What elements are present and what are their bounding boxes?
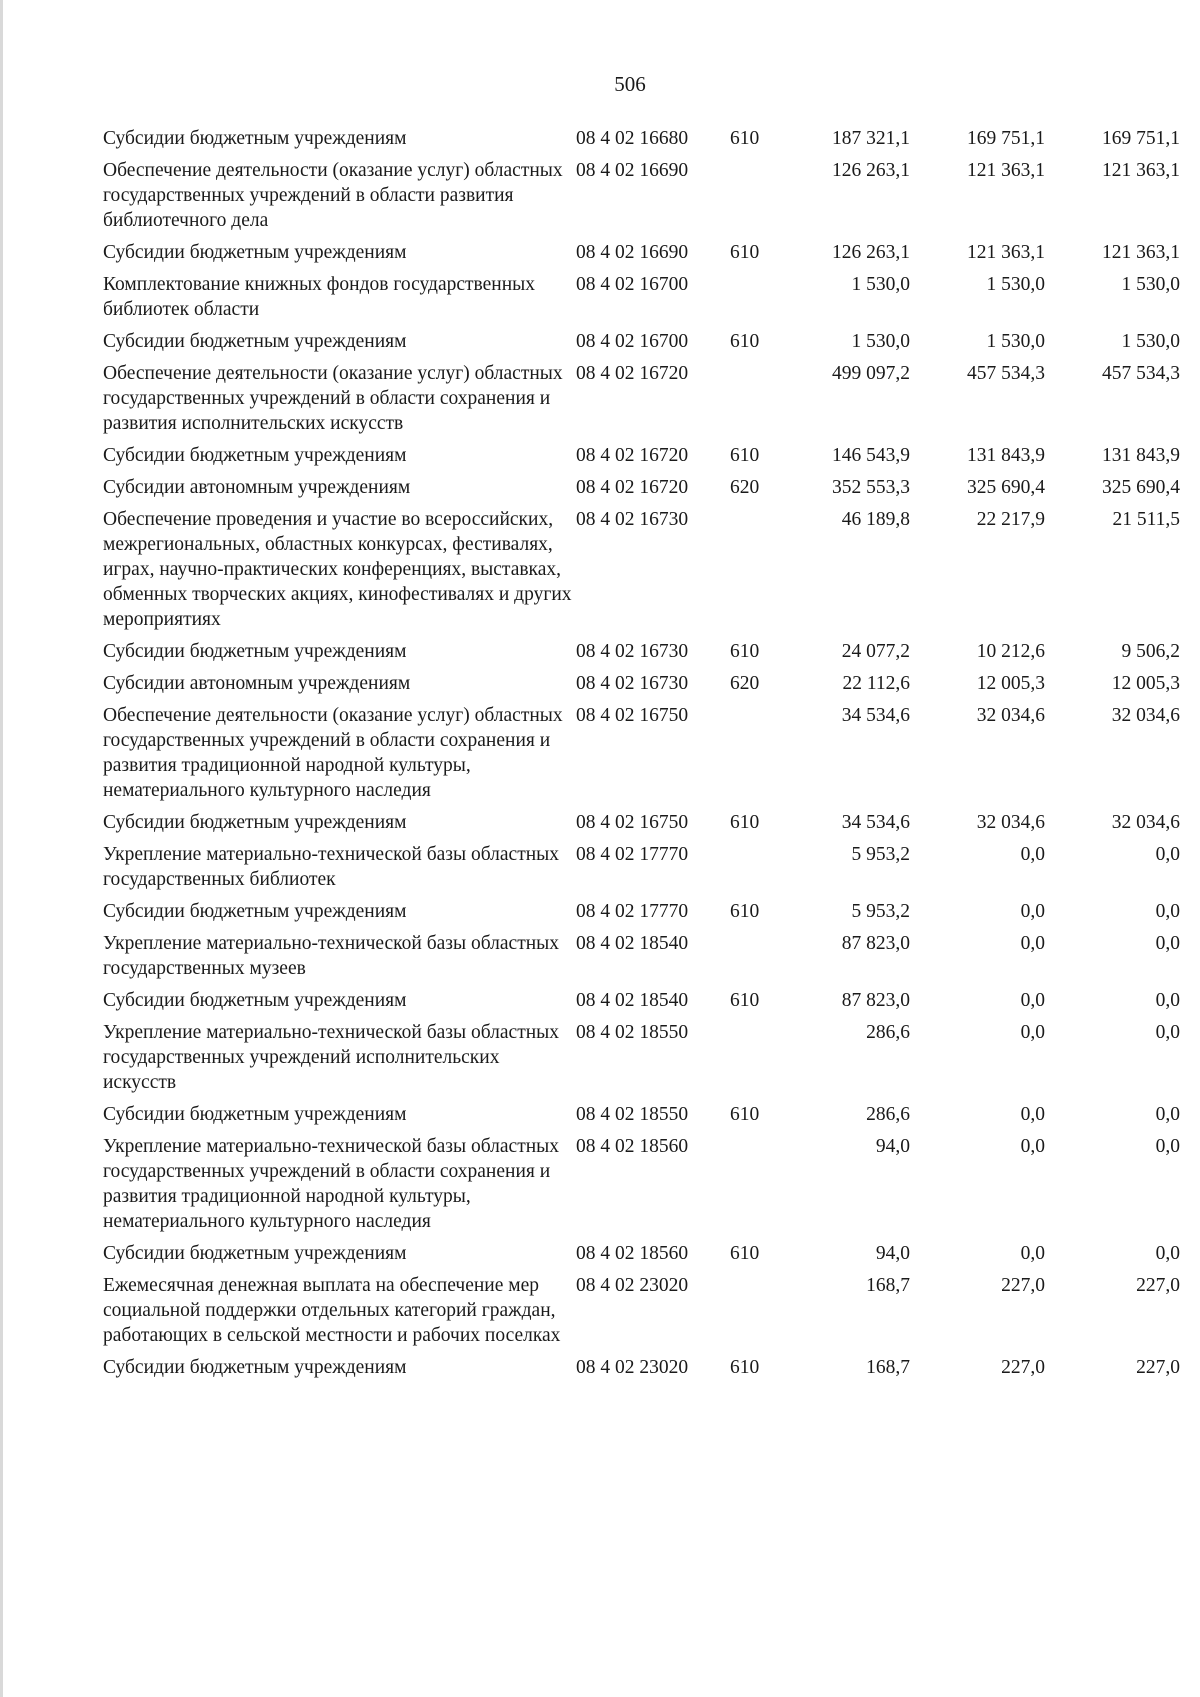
amount-year-3: 12 005,3 [1111, 673, 1180, 694]
expense-type-code: 610 [730, 1243, 760, 1264]
table-row [103, 1273, 1180, 1355]
amount-year-3: 32 034,6 [1111, 705, 1180, 726]
expense-type-code: 610 [730, 901, 760, 922]
expense-type-code [730, 1134, 780, 1241]
amount-year-2: 32 034,6 [976, 705, 1045, 726]
table-row [103, 899, 1180, 931]
amount-year-1: 286,6 [866, 1022, 910, 1043]
expense-type-code: 610 [730, 1357, 760, 1378]
table-row [103, 240, 1180, 272]
table-row [103, 126, 1180, 158]
amount-year-3: 0,0 [1155, 933, 1180, 954]
target-article-code: 08 4 02 18550 [576, 1022, 689, 1043]
table-row [103, 443, 1180, 475]
target-article-code: 08 4 02 16680 [576, 128, 689, 149]
amount-year-3: 325 690,4 [1102, 477, 1180, 498]
expense-type-code: 610 [730, 242, 760, 263]
target-article-code: 08 4 02 16720 [576, 363, 689, 384]
scan-edge [0, 0, 3, 1697]
target-article-code: 08 4 02 16720 [576, 445, 689, 466]
expense-type-code: 610 [730, 1104, 760, 1125]
amount-year-1: 5 953,2 [851, 901, 910, 922]
expense-type-code [730, 361, 780, 443]
amount-year-2: 121 363,1 [967, 160, 1045, 181]
amount-year-1: 168,7 [866, 1275, 910, 1296]
row-name: Субсидии бюджетным учреждениям [103, 445, 407, 466]
amount-year-3: 0,0 [1155, 1104, 1180, 1125]
amount-year-1: 5 953,2 [851, 844, 910, 865]
target-article-code: 08 4 02 16690 [576, 242, 689, 263]
expense-type-code: 610 [730, 331, 760, 352]
table-row [103, 671, 1180, 703]
amount-year-3: 0,0 [1155, 844, 1180, 865]
target-article-code: 08 4 02 18540 [576, 990, 689, 1011]
table-row [103, 158, 1180, 240]
amount-year-3: 227,0 [1136, 1357, 1180, 1378]
amount-year-2: 0,0 [1020, 1104, 1045, 1125]
amount-year-1: 22 112,6 [842, 673, 910, 694]
table-row [103, 639, 1180, 671]
row-name: Обеспечение деятельности (оказание услуг) областных государственных учреждений в области сохранения и развития исполнительских искусств [103, 363, 563, 434]
table-row [103, 507, 1180, 639]
target-article-code: 08 4 02 18560 [576, 1136, 689, 1157]
row-name: Субсидии бюджетным учреждениям [103, 641, 407, 662]
table-row [103, 1020, 1180, 1102]
amount-year-2: 457 534,3 [967, 363, 1045, 384]
row-name: Субсидии бюджетным учреждениям [103, 990, 407, 1011]
table-row [103, 1134, 1180, 1241]
expense-type-code [730, 507, 780, 639]
amount-year-3: 0,0 [1155, 990, 1180, 1011]
amount-year-3: 227,0 [1136, 1275, 1180, 1296]
target-article-code: 08 4 02 23020 [576, 1357, 689, 1378]
amount-year-3: 0,0 [1155, 1022, 1180, 1043]
table-row [103, 329, 1180, 361]
table-row [103, 1241, 1180, 1273]
row-name: Субсидии бюджетным учреждениям [103, 242, 407, 263]
amount-year-3: 131 843,9 [1102, 445, 1180, 466]
amount-year-1: 94,0 [875, 1136, 910, 1157]
amount-year-1: 1 530,0 [851, 274, 910, 295]
target-article-code: 08 4 02 18560 [576, 1243, 689, 1264]
table-row [103, 361, 1180, 443]
expense-type-code [730, 272, 780, 329]
target-article-code: 08 4 02 16690 [576, 160, 689, 181]
amount-year-3: 0,0 [1155, 1136, 1180, 1157]
target-article-code: 08 4 02 18540 [576, 933, 689, 954]
row-name: Ежемесячная денежная выплата на обеспечение мер социальной поддержки отдельных категорий граждан, работающих в сельской местности и рабочих поселках [103, 1275, 561, 1346]
amount-year-3: 9 506,2 [1121, 641, 1180, 662]
amount-year-2: 325 690,4 [967, 477, 1045, 498]
table-row [103, 1355, 1180, 1387]
amount-year-2: 227,0 [1001, 1275, 1045, 1296]
amount-year-2: 0,0 [1020, 1136, 1045, 1157]
table-row [103, 272, 1180, 329]
row-name: Обеспечение деятельности (оказание услуг) областных государственных учреждений в области сохранения и развития традиционной народной культуры, нематериального культурного наследия [103, 705, 563, 801]
row-name: Комплектование книжных фондов государственных библиотек области [103, 274, 536, 320]
table-row [103, 810, 1180, 842]
row-name: Обеспечение деятельности (оказание услуг) областных государственных учреждений в области развития библиотечного дела [103, 160, 563, 231]
expense-type-code: 610 [730, 812, 760, 833]
row-name: Субсидии автономным учреждениям [103, 673, 411, 694]
expense-type-code: 610 [730, 641, 760, 662]
amount-year-2: 22 217,9 [976, 509, 1045, 530]
amount-year-1: 499 097,2 [832, 363, 910, 384]
target-article-code: 08 4 02 16720 [576, 477, 689, 498]
target-article-code: 08 4 02 18550 [576, 1104, 689, 1125]
amount-year-2: 0,0 [1020, 901, 1045, 922]
amount-year-2: 0,0 [1020, 844, 1045, 865]
expense-type-code: 620 [730, 477, 760, 498]
amount-year-1: 126 263,1 [832, 242, 910, 263]
row-name: Субсидии автономным учреждениям [103, 477, 411, 498]
row-name: Субсидии бюджетным учреждениям [103, 1104, 407, 1125]
amount-year-1: 286,6 [866, 1104, 910, 1125]
row-name: Субсидии бюджетным учреждениям [103, 901, 407, 922]
amount-year-1: 146 543,9 [832, 445, 910, 466]
target-article-code: 08 4 02 17770 [576, 901, 689, 922]
row-name: Укрепление материально-технической базы областных государственных учреждений в области сохранения и развития традиционной народной культуры, нематериального культурного наследия [103, 1136, 560, 1232]
row-name: Обеспечение проведения и участие во всероссийских, межрегиональных, областных конкурсах, фестивалях, играх, научно-практических конференциях, выставках, обменных творческих акциях, кинофестивалях и других мероприятиях [103, 509, 572, 630]
row-name: Субсидии бюджетным учреждениям [103, 331, 407, 352]
amount-year-1: 34 534,6 [841, 705, 910, 726]
amount-year-2: 169 751,1 [967, 128, 1045, 149]
row-name: Укрепление материально-технической базы областных государственных учреждений исполнительских искусств [103, 1022, 560, 1093]
target-article-code: 08 4 02 16750 [576, 705, 689, 726]
target-article-code: 08 4 02 16730 [576, 509, 689, 530]
target-article-code: 08 4 02 17770 [576, 844, 689, 865]
row-name: Укрепление материально-технической базы областных государственных музеев [103, 933, 560, 979]
row-name: Субсидии бюджетным учреждениям [103, 1357, 407, 1378]
target-article-code: 08 4 02 16750 [576, 812, 689, 833]
amount-year-3: 121 363,1 [1102, 242, 1180, 263]
expense-type-code [730, 931, 780, 988]
budget-table [103, 126, 1180, 1387]
table-row [103, 1102, 1180, 1134]
amount-year-2: 1 530,0 [986, 274, 1045, 295]
amount-year-3: 121 363,1 [1102, 160, 1180, 181]
amount-year-2: 227,0 [1001, 1357, 1045, 1378]
table-row [103, 931, 1180, 988]
amount-year-1: 87 823,0 [841, 933, 910, 954]
expense-type-code [730, 1020, 780, 1102]
amount-year-2: 32 034,6 [976, 812, 1045, 833]
row-name: Субсидии бюджетным учреждениям [103, 812, 407, 833]
amount-year-3: 32 034,6 [1111, 812, 1180, 833]
target-article-code: 08 4 02 16730 [576, 673, 689, 694]
amount-year-2: 131 843,9 [967, 445, 1045, 466]
table-row [103, 703, 1180, 810]
table-row [103, 842, 1180, 899]
amount-year-2: 1 530,0 [986, 331, 1045, 352]
amount-year-1: 168,7 [866, 1357, 910, 1378]
amount-year-1: 1 530,0 [851, 331, 910, 352]
amount-year-1: 87 823,0 [841, 990, 910, 1011]
target-article-code: 08 4 02 16730 [576, 641, 689, 662]
expense-type-code [730, 842, 780, 899]
amount-year-3: 21 511,5 [1112, 509, 1180, 530]
amount-year-2: 0,0 [1020, 1022, 1045, 1043]
amount-year-2: 10 212,6 [976, 641, 1045, 662]
expense-type-code: 620 [730, 673, 760, 694]
expense-type-code [730, 158, 780, 240]
amount-year-1: 187 321,1 [832, 128, 910, 149]
target-article-code: 08 4 02 16700 [576, 331, 689, 352]
amount-year-3: 0,0 [1155, 901, 1180, 922]
amount-year-3: 169 751,1 [1102, 128, 1180, 149]
amount-year-3: 1 530,0 [1121, 274, 1180, 295]
amount-year-1: 94,0 [875, 1243, 910, 1264]
amount-year-3: 0,0 [1155, 1243, 1180, 1264]
amount-year-2: 12 005,3 [976, 673, 1045, 694]
expense-type-code [730, 703, 780, 810]
amount-year-1: 46 189,8 [841, 509, 910, 530]
target-article-code: 08 4 02 16700 [576, 274, 689, 295]
amount-year-2: 0,0 [1020, 1243, 1045, 1264]
expense-type-code: 610 [730, 445, 760, 466]
page-number: 506 [614, 72, 646, 96]
amount-year-3: 1 530,0 [1121, 331, 1180, 352]
amount-year-2: 121 363,1 [967, 242, 1045, 263]
table-row [103, 988, 1180, 1020]
amount-year-1: 126 263,1 [832, 160, 910, 181]
expense-type-code [730, 1273, 780, 1355]
row-name: Субсидии бюджетным учреждениям [103, 1243, 407, 1264]
table-body [103, 126, 1180, 1387]
amount-year-2: 0,0 [1020, 933, 1045, 954]
amount-year-2: 0,0 [1020, 990, 1045, 1011]
amount-year-1: 24 077,2 [841, 641, 910, 662]
row-name: Укрепление материально-технической базы областных государственных библиотек [103, 844, 560, 890]
table-row [103, 475, 1180, 507]
row-name: Субсидии бюджетным учреждениям [103, 128, 407, 149]
amount-year-3: 457 534,3 [1102, 363, 1180, 384]
expense-type-code: 610 [730, 128, 760, 149]
expense-type-code: 610 [730, 990, 760, 1011]
amount-year-1: 352 553,3 [832, 477, 910, 498]
target-article-code: 08 4 02 23020 [576, 1275, 689, 1296]
amount-year-1: 34 534,6 [841, 812, 910, 833]
